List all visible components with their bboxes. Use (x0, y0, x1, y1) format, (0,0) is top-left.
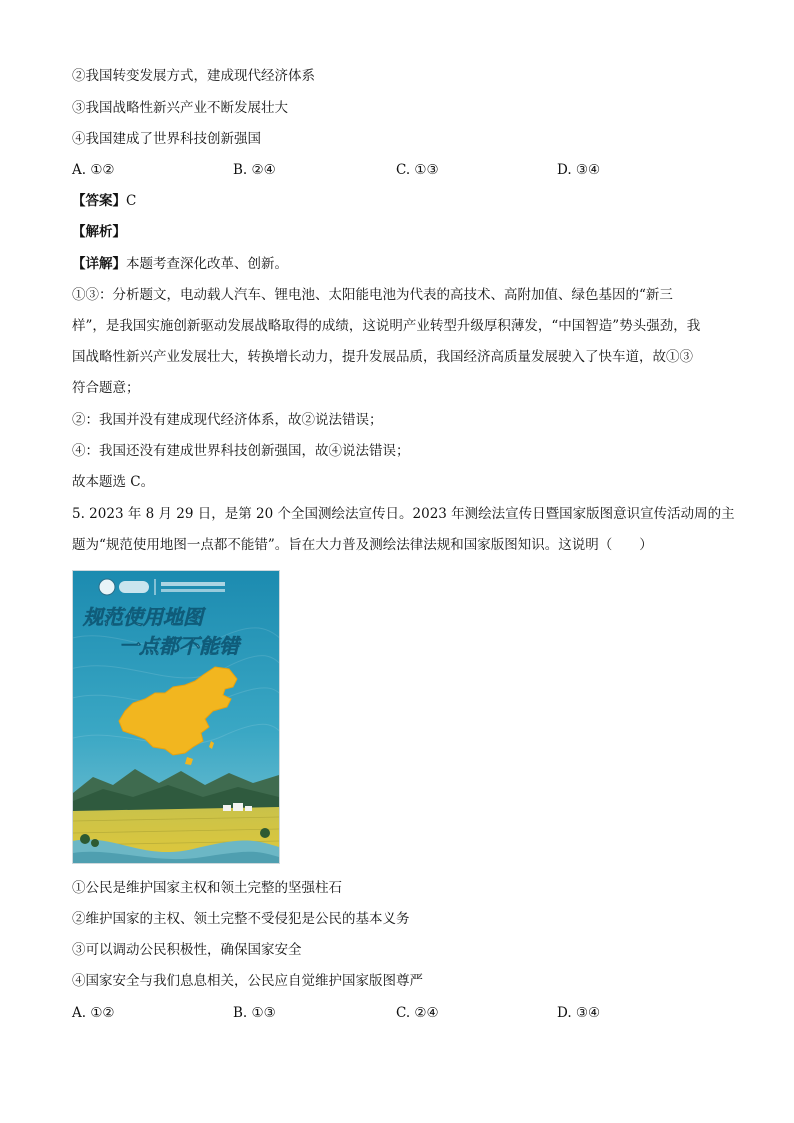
q5-statement-4: ④国家安全与我们息息相关，公民应自觉维护国家版图尊严 (72, 973, 423, 989)
answer-tag: 【答案】 (72, 193, 126, 209)
detail-intro: 本题考查深化改革、创新。 (126, 256, 288, 272)
poster-headline-1: 规范使用地图 (83, 605, 203, 629)
q5-statement-3: ③可以调动公民积极性，确保国家安全 (72, 942, 302, 958)
q5-stem-line-1: 5. 2023 年 8 月 29 日，是第 20 个全国测绘法宣传日。2023 年测绘法宣传日暨国家版图意识宣传活动周的主 (72, 506, 735, 522)
detail-tag: 【详解】 (72, 256, 126, 272)
q4-option-b: B. ②④ (233, 162, 276, 178)
q4-option-c: C. ①③ (396, 162, 439, 178)
q5-stem-line-2: 题为“规范使用地图一点都不能错”。旨在大力普及测绘法律法规和国家版图知识。这说明（ ） (72, 537, 653, 553)
q5-statement-2: ②维护国家的主权、领土完整不受侵犯是公民的基本义务 (72, 911, 410, 927)
q4-option-d: D. ③④ (557, 162, 601, 178)
q4-option-a: A. ①② (72, 162, 115, 178)
q5-option-d: D. ③④ (557, 1005, 601, 1021)
q5-statement-1: ①公民是维护国家主权和领土完整的坚强柱石 (72, 880, 342, 896)
q4-statement-2: ②我国转变发展方式，建成现代经济体系 (72, 68, 315, 84)
q4-answer (72, 191, 136, 211)
q4-statement-4: ④我国建成了世界科技创新强国 (72, 131, 261, 147)
q5-option-c: C. ②④ (396, 1005, 439, 1021)
analysis-line-2: 样”，是我国实施创新驱动发展战略取得的成绩，这说明产业转型升级厚积薄发，“中国智造”势头强劲，我 (72, 318, 701, 334)
map-poster-image (72, 570, 280, 864)
q4-detail (72, 254, 288, 274)
analysis-line-3: 国战略性新兴产业发展壮大，转换增长动力，提升发展品质，我国经济高质量发展驶入了快车道，故①③ (72, 349, 693, 365)
analysis-line-7: 故本题选 C。 (72, 474, 155, 490)
poster-headline-2: 一点都不能错 (119, 634, 239, 658)
analysis-line-6: ④：我国还没有建成世界科技创新强国，故④说法错误； (72, 443, 410, 459)
q5-option-a: A. ①② (72, 1005, 115, 1021)
q4-statement-3: ③我国战略性新兴产业不断发展壮大 (72, 100, 288, 116)
analysis-tag: 【解析】 (72, 224, 126, 240)
q5-option-b: B. ①③ (233, 1005, 276, 1021)
answer-value: C (126, 193, 137, 209)
analysis-line-1: ①③：分析题文，电动载人汽车、锂电池、太阳能电池为代表的高技术、高附加值、绿色基因的“新三 (72, 287, 673, 303)
analysis-line-4: 符合题意； (72, 380, 140, 396)
analysis-line-5: ②：我国并没有建成现代经济体系，故②说法错误； (72, 412, 383, 428)
